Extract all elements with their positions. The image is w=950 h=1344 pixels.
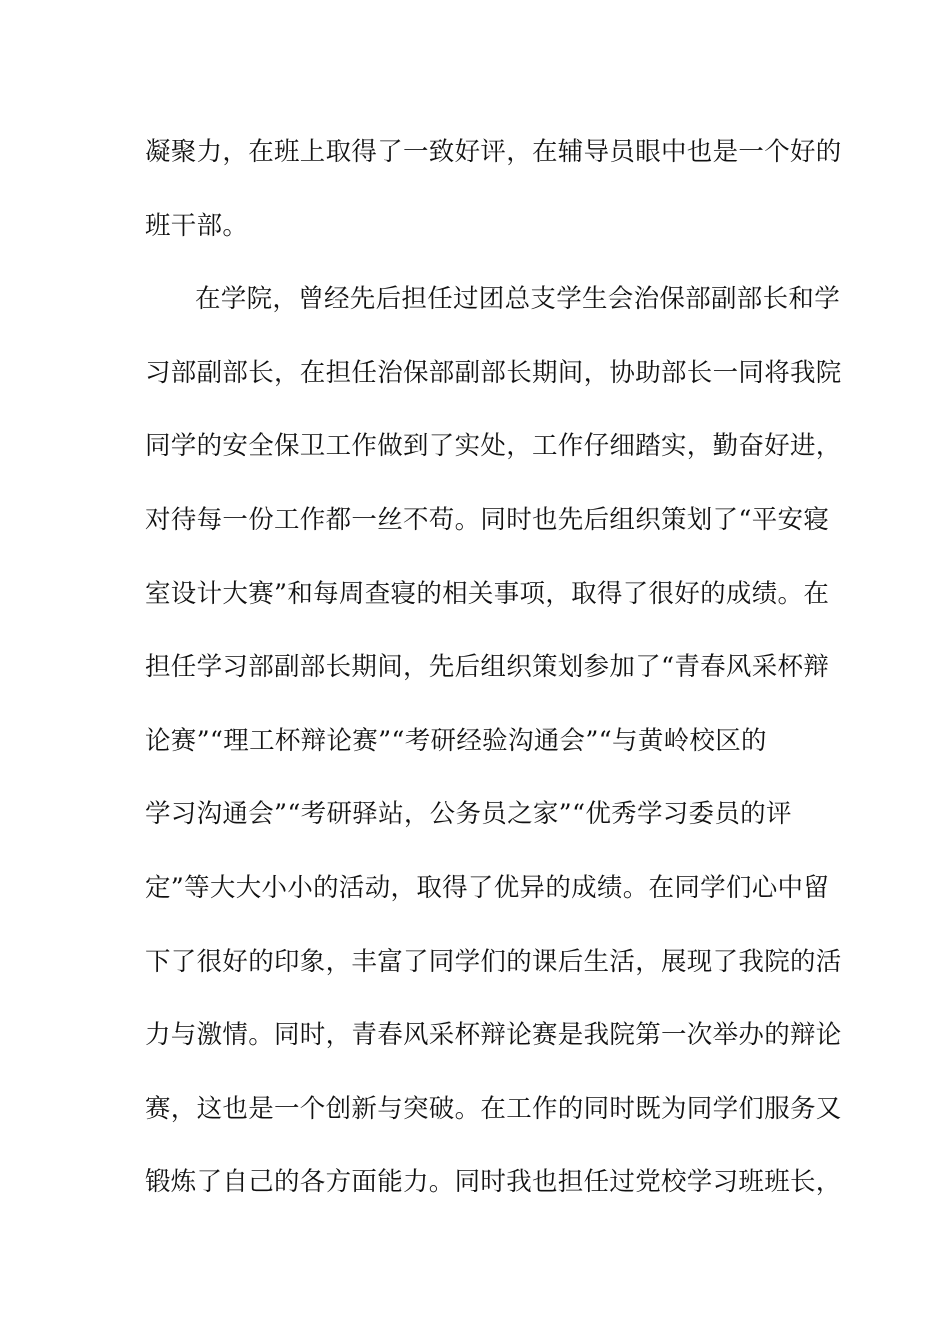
text-line: 同学的安全保卫工作做到了实处，工作仔细踏实，勤奋好进， [145, 431, 842, 462]
text-line: 对待每一份工作都一丝不苟。同时也先后组织策划了“平安寝 [145, 504, 830, 535]
text-line: 下了很好的印象，丰富了同学们的课后生活，展现了我院的活 [145, 946, 842, 977]
text-line: 学习沟通会”“考研驿站，公务员之家”“优秀学习委员的评 [145, 799, 792, 830]
text-line: 赛，这也是一个创新与突破。在工作的同时既为同学们服务又 [145, 1093, 842, 1124]
text-line: 担任学习部副部长期间，先后组织策划参加了“青春风采杯辩 [145, 652, 830, 683]
text-line: 定”等大大小小的活动，取得了优异的成绩。在同学们心中留 [145, 872, 830, 903]
text-line: 力与激情。同时，青春风采杯辩论赛是我院第一次举办的辩论 [145, 1020, 842, 1051]
text-line: 班干部。 [145, 210, 249, 241]
text-line: 论赛”“理工杯辩论赛”“考研经验沟通会”“与黄岭校区的 [145, 725, 767, 756]
text-line: 锻炼了自己的各方面能力。同时我也担任过党校学习班班长， [145, 1167, 842, 1198]
text-line: 凝聚力，在班上取得了一致好评，在辅导员眼中也是一个好的 [145, 137, 842, 167]
text-line: 室设计大赛”和每周查寝的相关事项，取得了很好的成绩。在 [145, 578, 830, 609]
paragraph-first-line: 在学院，曾经先后担任过团总支学生会治保部副部长和学 [195, 284, 841, 315]
body-text [145, 122, 842, 1212]
text-line: 习部副部长，在担任治保部副部长期间，协助部长一同将我院 [145, 357, 842, 388]
